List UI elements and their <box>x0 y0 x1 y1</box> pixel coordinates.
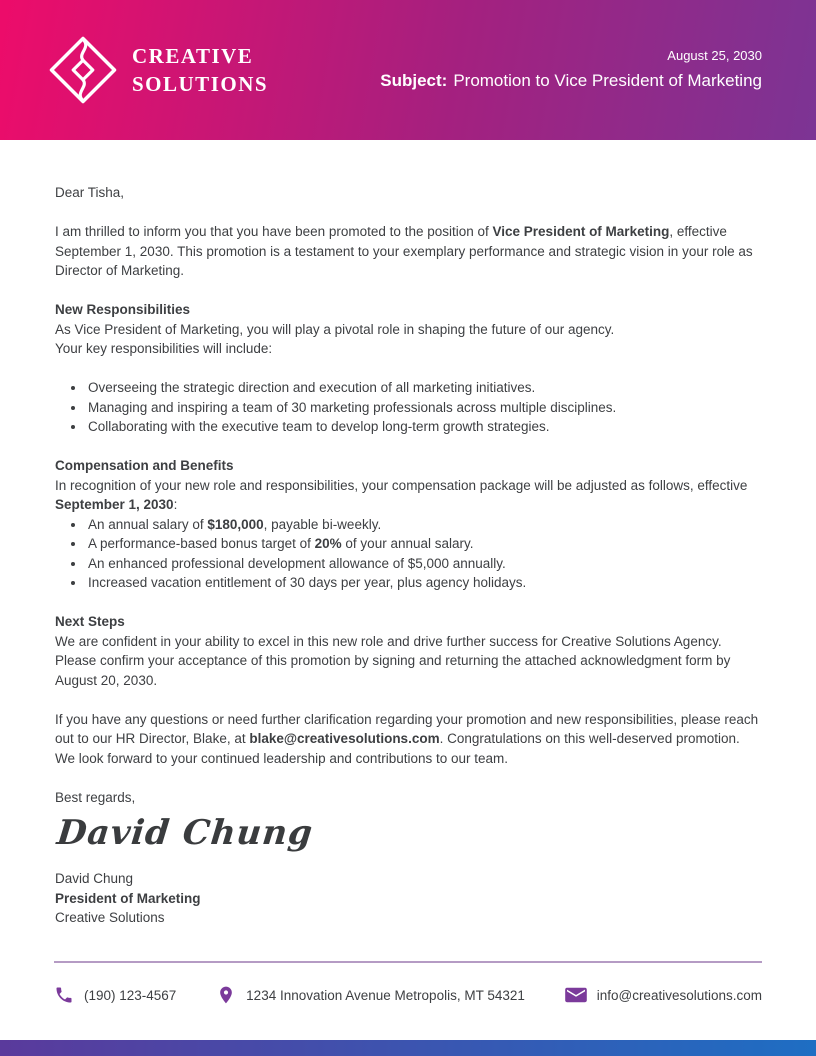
questions-segment-2: . Congratulations on this well-deserved promotion. We look forward to your continued leadership and contributions to our team. <box>55 731 740 766</box>
letter-date: August 25, 2030 <box>667 48 762 63</box>
responsibilities-list <box>55 378 761 437</box>
next-steps-section <box>55 612 761 690</box>
hr-email-bold: blake@creativesolutions.com <box>249 731 440 746</box>
handwritten-signature: David Chung <box>55 813 316 853</box>
compensation-intro-segment-1: In recognition of your new role and responsibilities, your compensation package will be adjusted as follows, effective <box>55 477 748 493</box>
signer-name: David Chung <box>55 871 134 886</box>
email-address: info@creativesolutions.com <box>596 987 762 1003</box>
subject-label: Subject: <box>380 71 448 90</box>
signer-company: Creative Solutions <box>55 910 165 925</box>
intro-segment-2: , effective September 1, 2030. This promotion is a testament to your exemplary performance and strategic vision in your role as Director of Marketing. <box>55 224 753 278</box>
bullet-segment: A performance-based bonus target of <box>88 536 315 551</box>
compensation-intro <box>55 476 761 515</box>
compensation-section <box>55 456 761 593</box>
phone-number: (190) 123-4567 <box>84 987 177 1003</box>
intro-segment-1: I am thrilled to inform you that you have been promoted to the position of <box>55 224 493 239</box>
location-pin-icon <box>216 983 236 1007</box>
signer-title: President of Marketing <box>55 890 201 906</box>
brand-name-line2: SOLUTIONS <box>132 72 269 96</box>
compensation-bold-date: September 1, 2030 <box>55 497 174 512</box>
signature-block <box>55 869 761 928</box>
bullet-segment: An annual salary of <box>88 516 208 532</box>
list-item: • An enhanced professional development allowance of $5,000 annually. <box>86 554 761 574</box>
list-item <box>86 515 761 535</box>
compensation-heading: Compensation and Benefits <box>55 458 234 473</box>
brand-name <box>132 42 268 98</box>
closing-regards: Best regards, <box>55 789 136 805</box>
responsibilities-heading: New Responsibilities <box>55 302 191 317</box>
address-contact <box>216 983 525 1007</box>
header-meta <box>380 47 762 93</box>
next-steps-paragraph: We are confident in your ability to excel in this new role and drive further success for Creative Solutions Agency. Please confirm your acceptance of this promotion by signing and returning the attached acknowledgment form by August 20, 2030. <box>55 633 731 688</box>
questions-paragraph <box>55 710 761 769</box>
questions-segment-1: If you have any questions or need further clarification regarding your promotion and new responsibilities, please reach out to our HR Director, Blake, at <box>55 711 759 746</box>
intro-bold-position: Vice President of Marketing <box>492 224 670 239</box>
list-item: • Collaborating with the executive team to develop long-term growth strategies. <box>86 417 761 437</box>
letterhead-banner <box>0 0 816 140</box>
list-item: • Managing and inspiring a team of 30 marketing professionals across multiple disciplines. <box>86 398 761 418</box>
responsibilities-line1: As Vice President of Marketing, you will play a pivotal role in shaping the future of our agency. <box>55 321 615 337</box>
responsibilities-section <box>55 300 761 359</box>
footer-accent-bar <box>0 1040 816 1056</box>
phone-icon <box>54 985 74 1005</box>
bullet-segment: , payable bi-weekly. <box>263 516 382 532</box>
footer-divider <box>54 961 762 963</box>
letter-footer <box>0 961 816 1056</box>
compensation-intro-segment-2: : <box>173 497 178 512</box>
subject-text: Promotion to Vice President of Marketing <box>453 71 762 90</box>
next-steps-heading: Next Steps <box>55 614 125 629</box>
phone-contact <box>54 985 176 1005</box>
street-address: 1234 Innovation Avenue Metropolis, MT 54321 <box>246 987 525 1003</box>
intro-paragraph <box>55 222 761 281</box>
list-item <box>86 534 761 554</box>
contact-row <box>54 983 762 1007</box>
salutation: Dear Tisha, <box>55 185 125 200</box>
brand-lockup <box>48 32 268 108</box>
bullet-bold-salary: $180,000 <box>207 516 264 532</box>
bullet-segment: of your annual salary. <box>341 536 474 551</box>
list-item: • Overseeing the strategic direction and execution of all marketing initiatives. <box>86 378 761 398</box>
subject-line <box>380 69 762 93</box>
diamond-logo-icon <box>48 32 118 108</box>
brand-name-line1: CREATIVE <box>132 44 254 68</box>
letter-body <box>0 140 816 928</box>
email-contact <box>565 986 762 1004</box>
responsibilities-line2: Your key responsibilities will include: <box>55 341 273 356</box>
list-item: • Increased vacation entitlement of 30 days per year, plus agency holidays. <box>86 573 761 593</box>
envelope-icon <box>565 986 587 1004</box>
bullet-bold-bonus: 20% <box>314 536 342 551</box>
compensation-list <box>55 515 761 593</box>
